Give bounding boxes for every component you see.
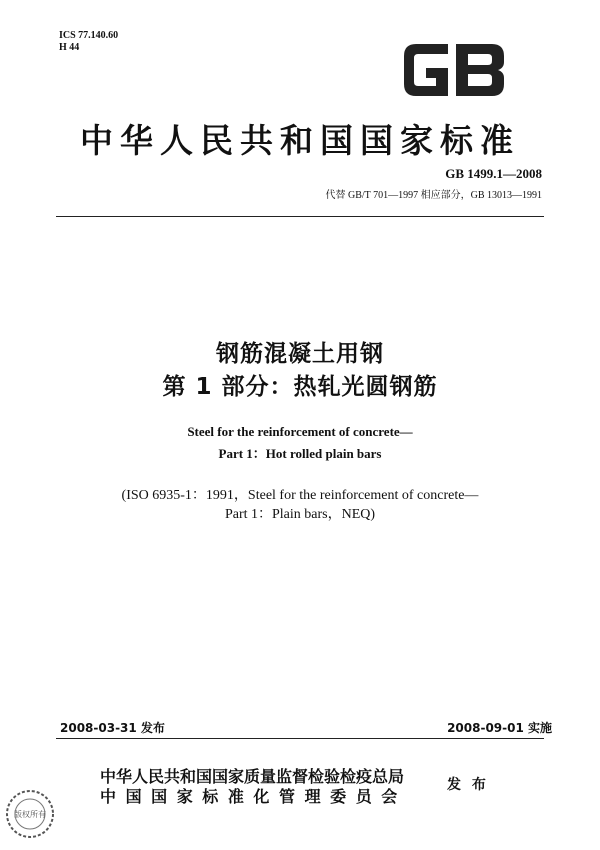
header-divider	[56, 216, 544, 217]
issuer-line1: 中华人民共和国国家质量监督检验检疫总局	[100, 767, 405, 786]
header-codes	[59, 30, 118, 54]
issue-date: 2008-03-31 发布	[60, 721, 165, 735]
title-en-line2: Part 1：Hot rolled plain bars	[218, 446, 382, 461]
implementation-date: 2008-09-01 实施	[447, 721, 552, 735]
gb-logo-icon	[396, 36, 512, 104]
footer-divider	[56, 738, 544, 739]
iso-reference-line1: (ISO 6935-1：1991，Steel for the reinforcement of concrete—	[121, 488, 479, 503]
copyright-stamp-icon	[4, 788, 56, 840]
iso-reference-line2: Part 1：Plain bars，NEQ)	[224, 507, 376, 522]
title-cn-line2: 第 1 部分：热轧光圆钢筋	[162, 374, 438, 400]
title-cn-line1: 钢筋混凝土用钢	[216, 341, 384, 367]
standard-title: 中华人民共和国国家标准	[80, 121, 520, 160]
standard-number: GB 1499.1—2008	[445, 166, 542, 181]
ics-code: ICS 77.140.60	[59, 30, 119, 41]
issuer-line2: 中 国 国 家 标 准 化 管 理 委 员 会	[100, 787, 400, 806]
publish-label: 发 布	[447, 777, 489, 793]
title-en-line1: Steel for the reinforcement of concrete—	[187, 424, 413, 439]
replaces-note: 代替 GB/T 701—1997 相应部分，GB 13013—1991	[325, 190, 542, 201]
classification-code: H 44	[59, 42, 80, 53]
stamp-text: 版权所有	[14, 810, 46, 819]
